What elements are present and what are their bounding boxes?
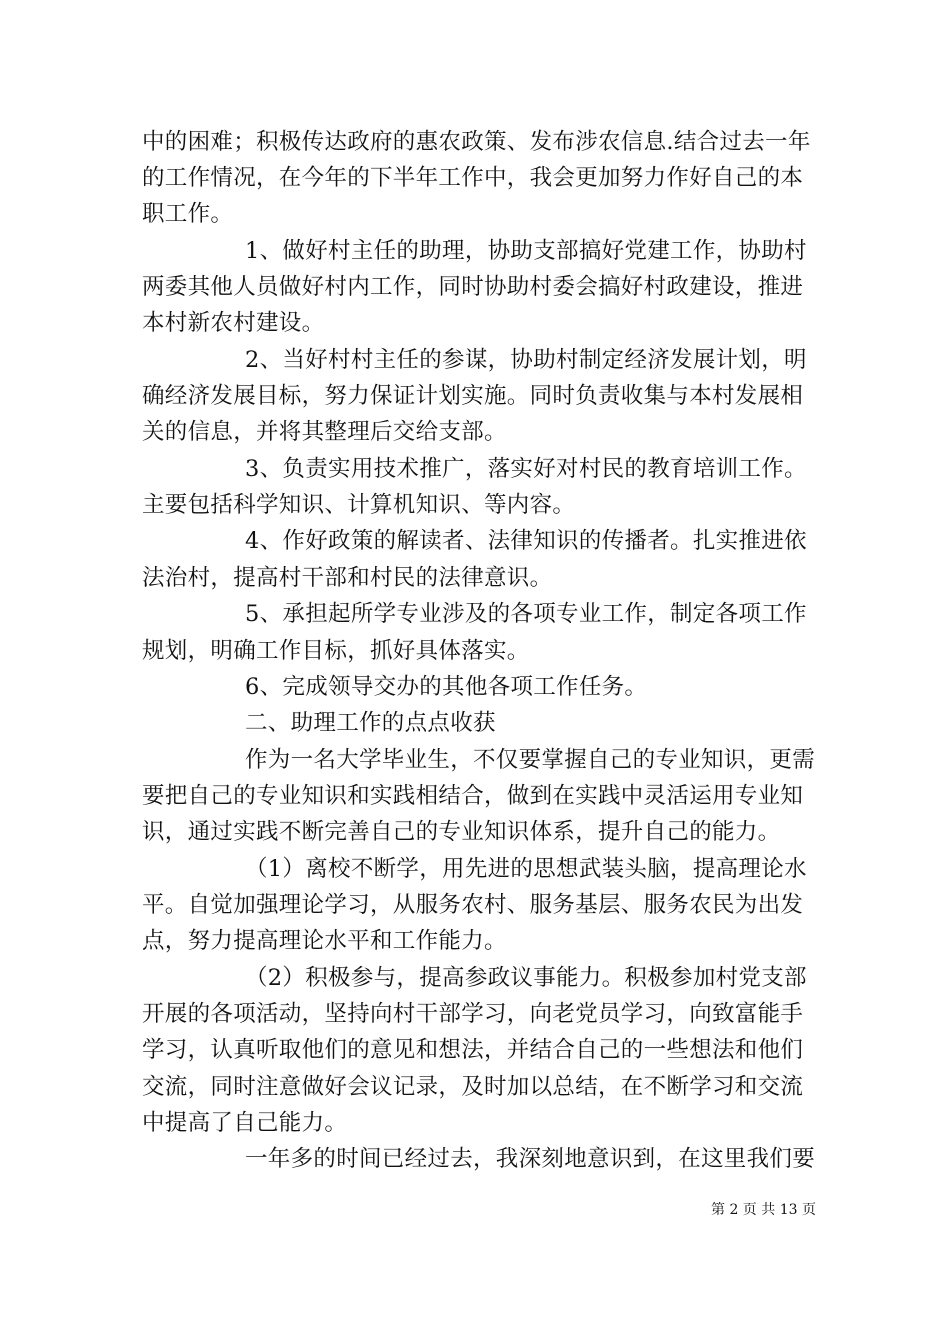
text-line: 要把自己的专业知识和实践相结合，做到在实践中灵活运用专业知 — [142, 783, 804, 809]
list-item-text: 1、做好村主任的助理，协助支部搞好党建工作，协助村 — [245, 238, 807, 264]
text-line: 平。自觉加强理论学习，从服务农村、服务基层、服务农民为出发 — [142, 892, 804, 918]
text-line: 的工作情况，在今年的下半年工作中，我会更加努力作好自己的本 — [142, 165, 804, 191]
text-line: 规划，明确工作目标，抓好具体落实。 — [142, 638, 530, 664]
text-line: 法治村，提高村干部和村民的法律意识。 — [142, 565, 553, 591]
text-line: 点，努力提高理论水平和工作能力。 — [142, 928, 507, 954]
text-line: 中提高了自己能力。 — [142, 1110, 348, 1136]
list-item-text: （2）积极参与，提高参政议事能力。积极参加村党支部 — [245, 965, 807, 991]
paragraph-start: 一年多的时间已经过去，我深刻地意识到，在这里我们要 — [245, 1146, 816, 1172]
text-line: 中的困难；积极传达政府的惠农政策、发布涉农信息.结合过去一年 — [142, 129, 811, 155]
text-line: 关的信息，并将其整理后交给支部。 — [142, 419, 507, 445]
list-item-text: 5、承担起所学专业涉及的各项专业工作，制定各项工作 — [245, 601, 807, 627]
text-line: 确经济发展目标，努力保证计划实施。同时负责收集与本村发展相 — [142, 383, 804, 409]
paragraph-start: 作为一名大学毕业生，不仅要掌握自己的专业知识，更需 — [245, 747, 816, 773]
list-item-text: 3、负责实用技术推广，落实好对村民的教育培训工作。 — [245, 456, 807, 482]
text-line: 识，通过实践不断完善自己的专业知识体系，提升自己的能力。 — [142, 819, 781, 845]
text-line: 职工作。 — [142, 201, 234, 227]
page-number: 第 2 页 共 13 页 — [711, 1202, 816, 1218]
list-item-text: 4、作好政策的解读者、法律知识的传播者。扎实推进依 — [245, 528, 807, 554]
text-line: 两委其他人员做好村内工作，同时协助村委会搞好村政建设，推进 — [142, 274, 804, 300]
text-line: 学习，认真听取他们的意见和想法，并结合自己的一些想法和他们 — [142, 1037, 804, 1063]
text-line: 交流，同时注意做好会议记录，及时加以总结，在不断学习和交流 — [142, 1074, 804, 1100]
list-item-text: 2、当好村村主任的参谋，协助村制定经济发展计划，明 — [245, 347, 807, 373]
text-line: 本村新农村建设。 — [142, 310, 325, 336]
text-line: 开展的各项活动，坚持向村干部学习，向老党员学习，向致富能手 — [142, 1001, 804, 1027]
list-item-text: （1）离校不断学，用先进的思想武装头脑，提高理论水 — [245, 856, 807, 882]
section-heading: 二、助理工作的点点收获 — [245, 710, 496, 736]
list-item-text: 6、完成领导交办的其他各项工作任务。 — [245, 674, 648, 700]
text-line: 主要包括科学知识、计算机知识、等内容。 — [142, 492, 576, 518]
